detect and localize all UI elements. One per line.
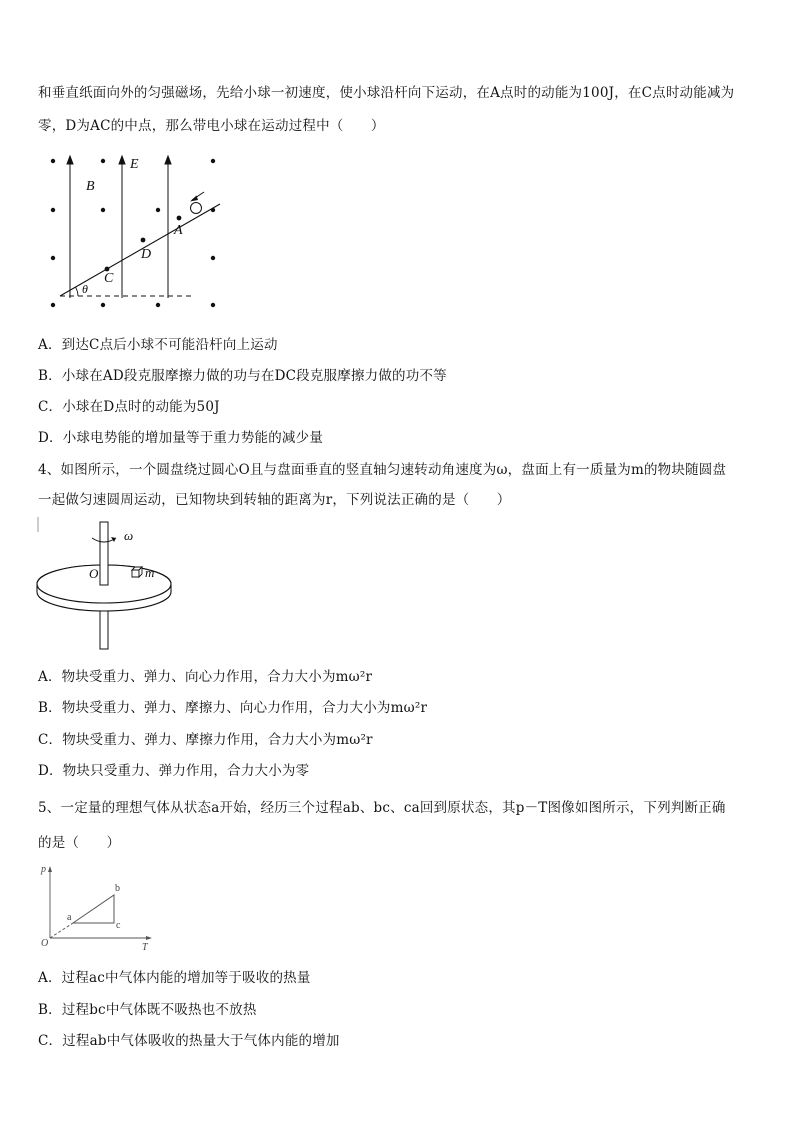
- q3-label-C: C: [104, 271, 114, 286]
- q3-option-c: C．小球在D点时的动能为50J: [38, 399, 220, 415]
- q4-option-d: D．物块只受重力、弹力作用，合力大小为零: [38, 763, 310, 779]
- q5-option-b: B．过程bc中气体既不吸热也不放热: [38, 1002, 257, 1018]
- q4-option-b: B．物块受重力、弹力、摩擦力、向心力作用，合力大小为mω²r: [38, 700, 428, 716]
- q3-field-figure: [40, 148, 230, 314]
- q4-stem-line1: 4、如图所示，一个圆盘绕过圆心O且与盘面垂直的竖直轴匀速转动角速度为ω，盘面上有一质量为m的物块随圆盘: [38, 462, 727, 478]
- q5-label-b: b: [115, 883, 120, 894]
- q4-stem-line2: 一起做匀速圆周运动，已知物块到转轴的距离为r，下列说法正确的是（ ）: [38, 492, 511, 508]
- q4-disk-figure: [34, 514, 184, 654]
- q3-label-D: D: [141, 247, 152, 262]
- q3-label-E: E: [130, 157, 139, 172]
- q4-option-c: C．物块受重力、弹力、摩擦力作用，合力大小为mω²r: [38, 732, 373, 748]
- q5-label-O: O: [41, 938, 49, 949]
- q3-option-b: B．小球在AD段克服摩擦力做的功与在DC段克服摩擦力做的功不等: [38, 368, 447, 384]
- q3-option-d: D．小球电势能的增加量等于重力势能的减少量: [38, 430, 324, 446]
- q5-label-a: a: [67, 912, 72, 923]
- q5-option-a: A．过程ac中气体内能的增加等于吸收的热量: [38, 970, 311, 986]
- q3-option-a: A．到达C点后小球不可能沿杆向上运动: [38, 337, 278, 353]
- q4-label-m: m: [145, 565, 155, 580]
- q5-label-c: c: [116, 920, 121, 931]
- q3-stem-line2: 零，D为AC的中点，那么带电小球在运动过程中（ ）: [38, 118, 385, 134]
- q5-option-c: C．过程ab中气体吸收的热量大于气体内能的增加: [38, 1033, 340, 1049]
- q5-stem-line2: 的是（ ）: [38, 835, 121, 851]
- q4-label-O: O: [89, 566, 99, 581]
- q4-option-a: A．物块受重力、弹力、向心力作用，合力大小为mω²r: [38, 669, 373, 685]
- q5-pT-figure: [38, 862, 158, 954]
- q4-label-omega: ω: [124, 528, 134, 543]
- q5-label-p: p: [41, 864, 46, 875]
- q3-label-A: A: [174, 223, 183, 238]
- q5-label-T: T: [142, 942, 148, 953]
- q3-stem-line1: 和垂直纸面向外的匀强磁场，先给小球一初速度，使小球沿杆向下运动，在A点时的动能为100J，在C点时动能减为: [38, 85, 735, 101]
- q3-label-B: B: [86, 179, 95, 194]
- q3-label-theta: θ: [82, 282, 88, 296]
- q5-stem-line1: 5、一定量的理想气体从状态a开始，经历三个过程ab、bc、ca回到原状态，其p－T图像如图所示，下列判断正确: [38, 800, 726, 816]
